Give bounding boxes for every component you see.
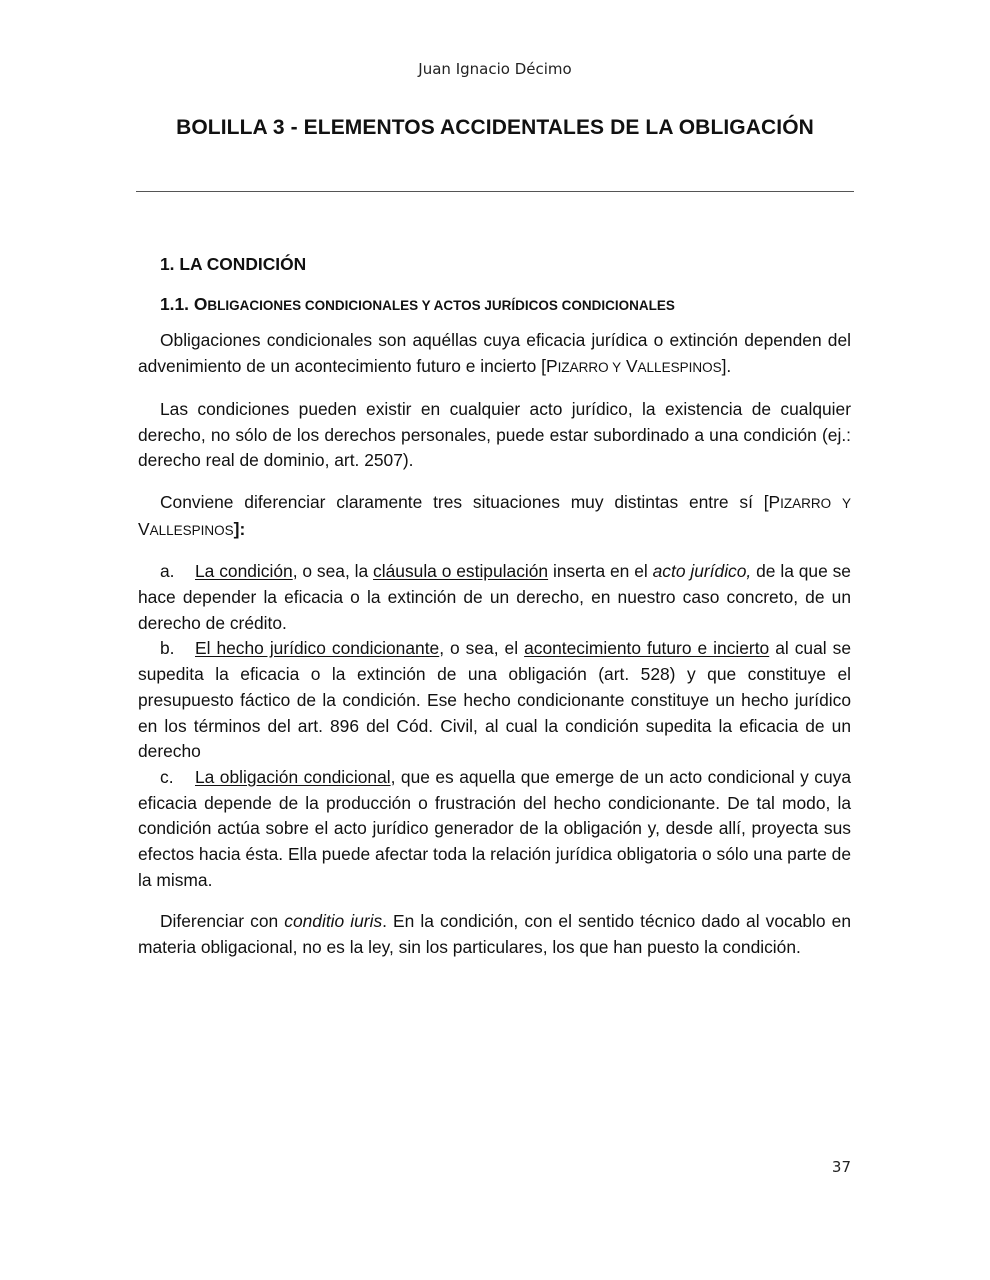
paragraph-scope: Las condiciones pueden existir en cualquier acto jurídico, la existencia de cualquier derecho, no sólo de los derechos personales, puede estar subordinado a una condición (ej.: derecho real de dominio, art. 2507). bbox=[138, 398, 851, 471]
underlined-term: acontecimiento futuro e incierto bbox=[524, 638, 770, 659]
subsection-title-rest: BLIGACIONES CONDICIONALES Y ACTOS JURÍDICOS CONDICIONALES bbox=[207, 297, 675, 313]
underlined-term: El hecho jurídico condicionante bbox=[195, 638, 440, 659]
paragraph-three-situations bbox=[138, 490, 851, 543]
italic-term: acto jurídico, bbox=[652, 561, 752, 582]
list-text: , o sea, el bbox=[439, 638, 525, 659]
list-marker: c. bbox=[160, 766, 174, 787]
section-heading: 1. LA CONDICIÓN bbox=[160, 254, 307, 274]
situations-list bbox=[138, 559, 851, 893]
citation-text: ALLESPINOS bbox=[149, 522, 234, 538]
subsection-first-letter: O bbox=[193, 293, 208, 314]
citation-text: Y bbox=[841, 495, 851, 511]
subsection-number: 1.1. bbox=[160, 293, 190, 314]
paragraph-definition bbox=[138, 328, 851, 380]
running-header-author: Juan Ignacio Décimo bbox=[418, 60, 572, 78]
list-marker: b. bbox=[160, 638, 175, 659]
underlined-term: cláusula o estipulación bbox=[373, 561, 549, 582]
paragraph-text: . En la condición, con el sentido técnico dado al vocablo en materia obligacional, no es la ley, sin los particulares, los que han puesto la condición. bbox=[138, 911, 851, 958]
citation-text: IZARRO bbox=[780, 495, 832, 511]
citation-close: ]. bbox=[721, 356, 732, 377]
italic-term: conditio iuris bbox=[284, 911, 383, 932]
page-number: 37 bbox=[831, 1158, 851, 1176]
citation-letter: P bbox=[768, 491, 781, 512]
citation-text: ALLESPINOS bbox=[637, 360, 722, 376]
list-marker: a. bbox=[160, 561, 175, 582]
list-text: , o sea, la bbox=[292, 561, 374, 582]
citation-close: ]: bbox=[233, 518, 246, 539]
main-content bbox=[138, 252, 851, 977]
list-item-a bbox=[138, 559, 851, 636]
underlined-term: La obligación condicional bbox=[195, 766, 391, 787]
citation-letter: V bbox=[625, 356, 638, 377]
list-text: inserta en el bbox=[548, 561, 653, 582]
subsection-heading bbox=[138, 292, 851, 319]
citation-text: IZARRO Y bbox=[557, 360, 622, 376]
list-text: , que es aquella que emerge de un acto condicional y cuya eficacia depende de la producción o frustración del hecho condicionante. De tal modo, la condición actúa sobre el acto jurídico generador de la obligación y, desde allí, proyecta sus efectos hacia ésta. Ella puede afectar toda la relación jurídica obligatoria o sólo una parte de la misma. bbox=[138, 766, 851, 890]
list-text: al cual se supedita la eficacia o la extinción de una obligación (art. 528) y que constituye el presupuesto fáctico de la condición. Ese hecho condicionante constituye un hecho jurídico en los términos del art. 896 del Cód. Civil, al cual la condición supedita la eficacia de un derecho bbox=[138, 638, 851, 762]
paragraph-conditio-iuris bbox=[138, 909, 851, 960]
chapter-title: BOLILLA 3 - ELEMENTOS ACCIDENTALES DE LA OBLIGACIÓN bbox=[176, 116, 814, 139]
list-text: de la que se hace depender la eficacia o la extinción de un derecho, en nuestro caso concreto, de un derecho de crédito. bbox=[138, 561, 851, 633]
underlined-term: La condición bbox=[195, 561, 293, 582]
paragraph-text: Diferenciar con bbox=[160, 911, 285, 932]
paragraph-text: Conviene diferenciar claramente tres situaciones muy distintas entre sí [ bbox=[160, 491, 769, 512]
citation-letter: P bbox=[545, 356, 558, 377]
header-divider bbox=[136, 191, 854, 192]
citation-letter: V bbox=[138, 518, 150, 539]
list-item-b bbox=[138, 636, 851, 765]
list-item-c bbox=[138, 765, 851, 894]
paragraph-text: Obligaciones condicionales son aquéllas cuya eficacia jurídica o extinción dependen del advenimiento de un acontecimiento futuro e incierto [ bbox=[138, 330, 851, 377]
